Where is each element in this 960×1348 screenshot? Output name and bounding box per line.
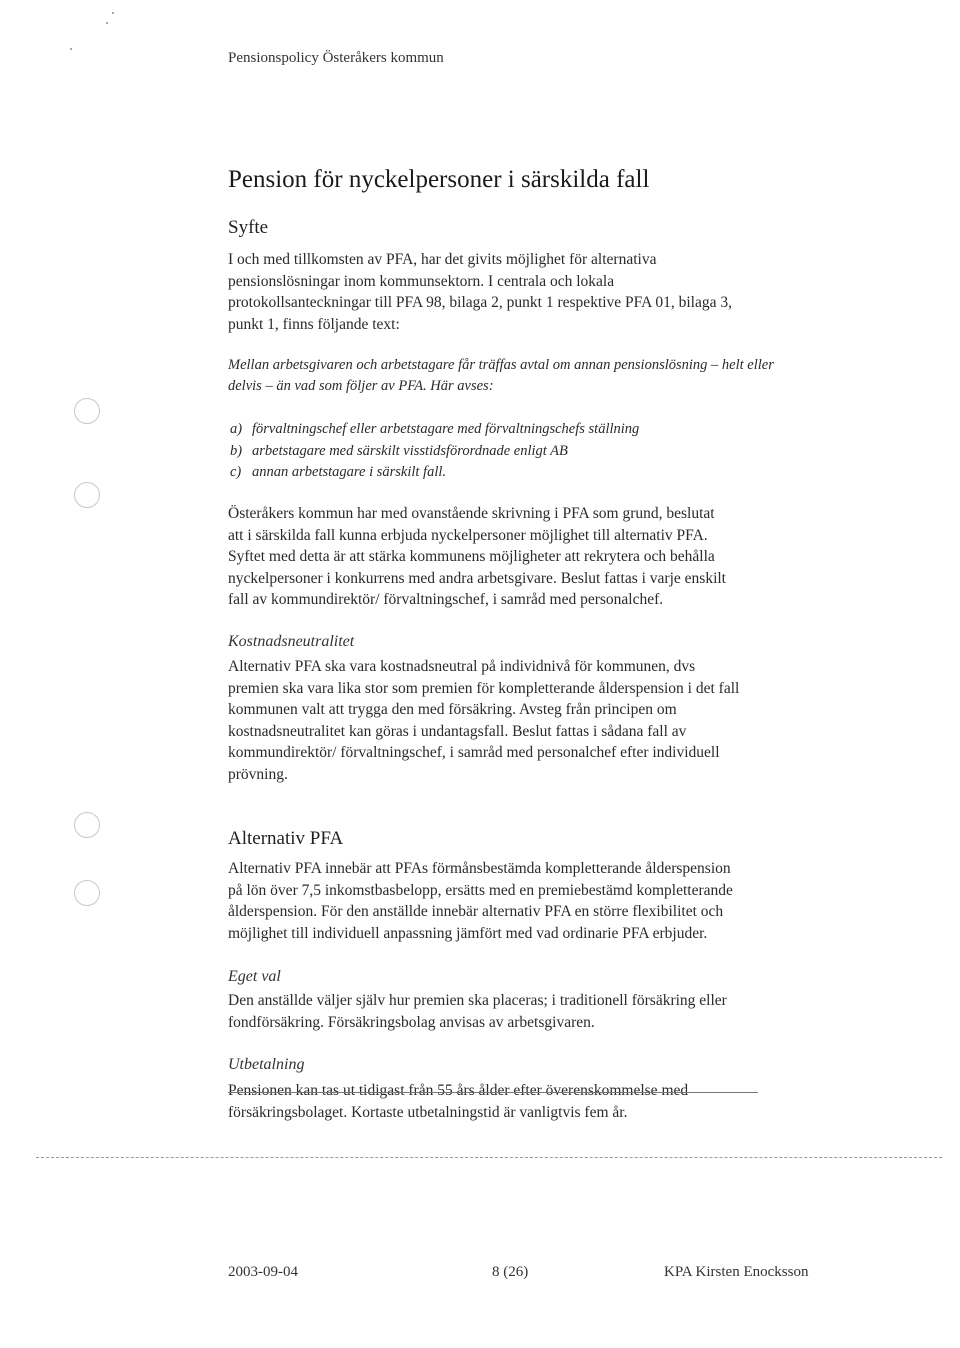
text-line: prövning. xyxy=(228,765,288,783)
syfte-heading: Syfte xyxy=(228,217,269,238)
text-line: ålderspension. För den anställde innebär alternativ PFA en större flexibilitet och xyxy=(228,903,724,920)
text-line: att i särskilda fall kunna erbjuda nyckelpersoner möjlighet till alternativ PFA. xyxy=(228,526,708,544)
punch-hole-icon xyxy=(74,482,100,508)
scan-speck xyxy=(106,22,108,24)
employee-category-list xyxy=(230,419,639,484)
text-line: Pensionen kan tas ut tidigast från 55 års ålder efter överenskommelse med xyxy=(228,1082,689,1099)
eget-val-heading: Eget val xyxy=(228,968,281,985)
text-line: kommundirektör/ förvaltningschef, i samråd med personalchef efter individuell xyxy=(228,744,720,761)
text-line: försäkringsbolaget. Kortaste utbetalningstid är vanligtvis fem år. xyxy=(228,1103,628,1121)
text-line: fall av kommundirektör/ förvaltningschef, i samråd med personalchef. xyxy=(228,591,664,608)
punch-hole-icon xyxy=(74,812,100,838)
page-title: Pension för nyckelpersoner i särskilda fall xyxy=(228,166,650,193)
list-item-text: annan arbetstagare i särskilt fall. xyxy=(252,464,447,480)
list-item xyxy=(230,462,639,484)
list-marker: b) xyxy=(230,442,243,459)
alternativ-paragraph xyxy=(228,858,828,944)
text-line: möjlighet till individuell anpassning jämfört med vad ordinarie PFA erbjuder. xyxy=(228,924,708,942)
text-line: protokollsanteckningar till PFA 98, bilaga 2, punkt 1 respektive PFA 01, bilaga 3, xyxy=(228,294,732,311)
list-marker: c) xyxy=(230,464,242,480)
scan-speck xyxy=(70,48,72,50)
footer-page-number: 8 (26) xyxy=(492,1264,529,1280)
decision-paragraph xyxy=(228,503,828,611)
quote-line: delvis – än vad som följer av PFA. Här avses: xyxy=(228,378,494,394)
punch-hole-icon xyxy=(74,398,100,424)
syfte-paragraph xyxy=(228,249,828,335)
text-line: Alternativ PFA ska vara kostnadsneutral på individnivå för kommunen, dvs xyxy=(228,658,696,675)
list-item xyxy=(230,441,639,463)
scan-speck xyxy=(112,12,114,14)
footer-divider xyxy=(36,1157,942,1158)
list-item xyxy=(230,419,639,441)
list-item-text: arbetstagare med särskilt visstidsförordnade enligt AB xyxy=(252,442,568,459)
text-line: Den anställde väljer själv hur premien ska placeras; i traditionell försäkring eller xyxy=(228,992,727,1009)
text-line: Syftet med detta är att stärka kommunens möjligheter att rekrytera och behålla xyxy=(228,548,715,565)
page-header: Pensionspolicy Österåkers kommun xyxy=(228,50,444,66)
text-line: kostnadsneutralitet kan göras i undantagsfall. Beslut fattas i sådana fall av xyxy=(228,722,687,740)
alternativ-heading: Alternativ PFA xyxy=(228,828,344,849)
text-line: kommunen valt att trygga den med försäkring. Avsteg från principen om xyxy=(228,701,677,718)
punch-hole-icon xyxy=(74,880,100,906)
eget-val-paragraph xyxy=(228,990,828,1033)
utbetalning-heading: Utbetalning xyxy=(228,1056,305,1073)
text-line: punkt 1, finns följande text: xyxy=(228,315,400,333)
text-line: pensionslösningar inom kommunsektorn. I centrala och lokala xyxy=(228,272,615,290)
utbetalning-paragraph xyxy=(228,1080,828,1123)
list-marker: a) xyxy=(230,421,243,437)
kostnad-paragraph xyxy=(228,656,828,785)
text-line: Österåkers kommun har med ovanstående skrivning i PFA som grund, beslutat xyxy=(228,505,715,522)
text-line: på lön över 7,5 inkomstbasbelopp, ersätts med en premiebestämd kompletterande xyxy=(228,881,733,899)
text-line: premien ska vara lika stor som premien för kompletterande ålderspension i det fall xyxy=(228,679,740,697)
text-line: fondförsäkring. Försäkringsbolag anvisas av arbetsgivaren. xyxy=(228,1013,595,1031)
text-line: I och med tillkomsten av PFA, har det givits möjlighet för alternativa xyxy=(228,251,657,268)
quote-line: Mellan arbetsgivaren och arbetstagare får träffas avtal om annan pensionslösning – helt eller xyxy=(228,357,774,373)
quoted-text xyxy=(228,355,828,397)
text-line: Alternativ PFA innebär att PFAs förmånsbestämda kompletterande ålderspension xyxy=(228,860,731,877)
footer-date: 2003-09-04 xyxy=(228,1264,298,1280)
text-line: nyckelpersoner i konkurrens med andra arbetsgivare. Beslut fattas i varje enskilt xyxy=(228,569,726,587)
footer-author: KPA Kirsten Enocksson xyxy=(664,1264,809,1280)
list-item-text: förvaltningschef eller arbetstagare med förvaltningschefs ställning xyxy=(252,421,640,437)
kostnad-heading: Kostnadsneutralitet xyxy=(228,633,355,650)
scan-line xyxy=(228,1092,758,1093)
